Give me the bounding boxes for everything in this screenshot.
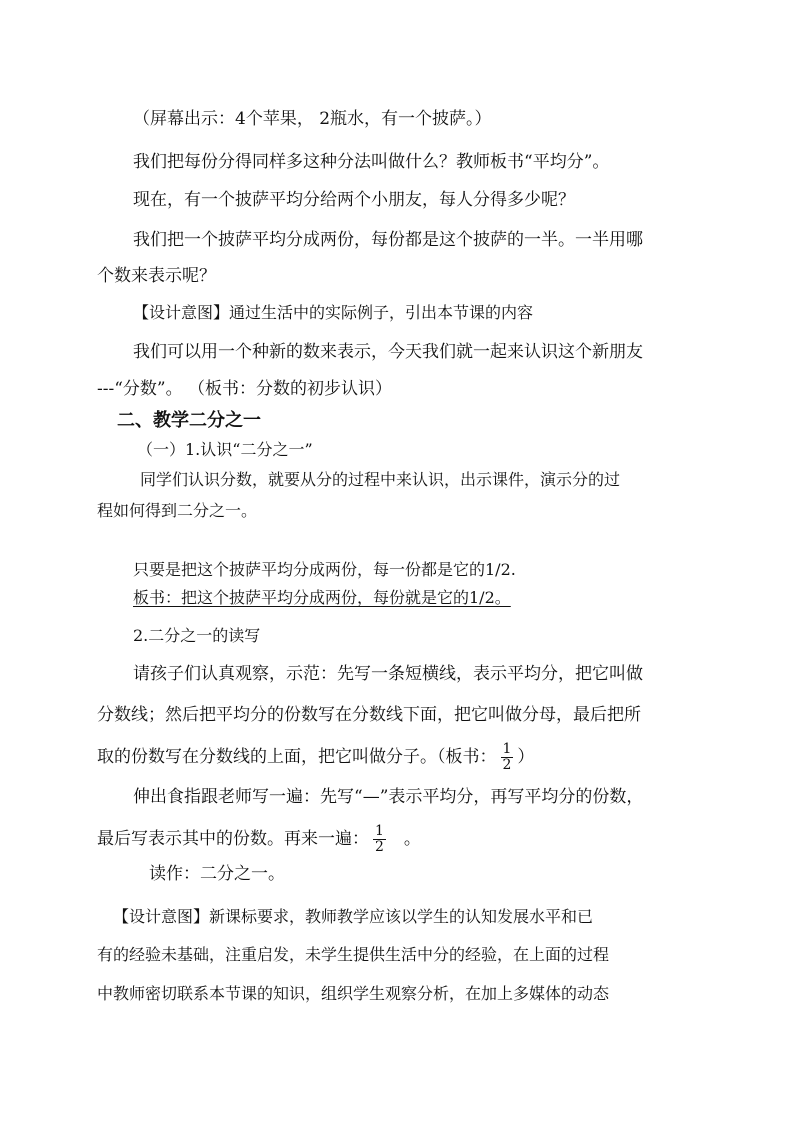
paragraph-finger-line2 [97, 824, 421, 855]
paragraph-courseware-line1: 同学们认识分数，就要从分的过程中来认识，出示课件，演示分的过 [140, 470, 621, 489]
finger-line2-text: 最后写表示其中的份数。再来一遍： [97, 829, 369, 849]
design-intent-2-line2: 有的经验未基础，注重启发，未学生提供生活中分的经验，在上面的过程 [97, 945, 610, 964]
paragraph-screen-display: （屏幕出示：4个苹果， 2瓶水，有一个披萨。） [133, 109, 492, 129]
demo-line3-close: ） [517, 747, 535, 767]
fraction-one-half [501, 742, 514, 773]
fraction-denominator-2: 2 [375, 839, 384, 855]
fraction-one-half-2 [373, 824, 386, 855]
design-intent-1: 【设计意图】通过生活中的实际例子，引出本节课的内容 [133, 303, 534, 322]
fraction-numerator-2: 1 [375, 823, 384, 839]
subheading-read-write: 2.二分之一的读写 [133, 626, 261, 645]
paragraph-half-line1: 我们把一个披萨平均分成两份，每份都是这个披萨的一半。一半用哪 [133, 230, 643, 250]
paragraph-finger-line1: 伸出食指跟老师写一遍：先写“—”表示平均分，再写平均分的份数， [133, 787, 644, 807]
finger-line2-period: 。 [403, 829, 421, 849]
subheading-know-half: （一）1.认识“二分之一” [137, 440, 313, 459]
fraction-denominator: 2 [502, 757, 512, 773]
paragraph-demo-line3 [97, 742, 534, 773]
paragraph-courseware-line2: 程如何得到二分之一。 [97, 501, 258, 520]
design-intent-2-line1: 【设计意图】新课标要求，教师教学应该以学生的认知发展水平和已 [113, 907, 594, 926]
paragraph-pizza-question: 现在，有一个披萨平均分给两个小朋友，每人分得多少呢？ [133, 190, 575, 210]
section-heading-teach-half: 二、教学二分之一 [117, 410, 261, 431]
demo-line3-text: 取的份数写在分数线的上面，把它叫做分子。（板书： [97, 747, 497, 767]
paragraph-equal-division: 我们把每份分得同样多这种分法叫做什么？教师板书“平均分”。 [133, 152, 610, 172]
paragraph-new-number-line2: ---“分数”。 （板书：分数的初步认识） [97, 379, 393, 399]
fraction-numerator: 1 [502, 741, 512, 757]
paragraph-demo-line1: 请孩子们认真观察，示范：先写一条短横线，表示平均分，把它叫做 [133, 664, 643, 684]
paragraph-read-as: 读作：二分之一。 [149, 864, 285, 884]
paragraph-one-half-statement: 只要是把这个披萨平均分成两份，每一份都是它的1/2. [133, 560, 516, 579]
paragraph-half-line2: 个数来表示呢？ [97, 266, 216, 286]
paragraph-new-number-line1: 我们可以用一个种新的数来表示，今天我们就一起来认识这个新朋友 [133, 342, 643, 362]
paragraph-demo-line2: 分数线；然后把平均分的份数写在分数线下面，把它叫做分母，最后把所 [97, 705, 641, 725]
board-writing-one-half: 板书：把这个披萨平均分成两份，每份就是它的1/2。 [133, 588, 511, 607]
design-intent-2-line3: 中教师密切联系本节课的知识，组织学生观察分析，在加上多媒体的动态 [97, 984, 610, 1003]
